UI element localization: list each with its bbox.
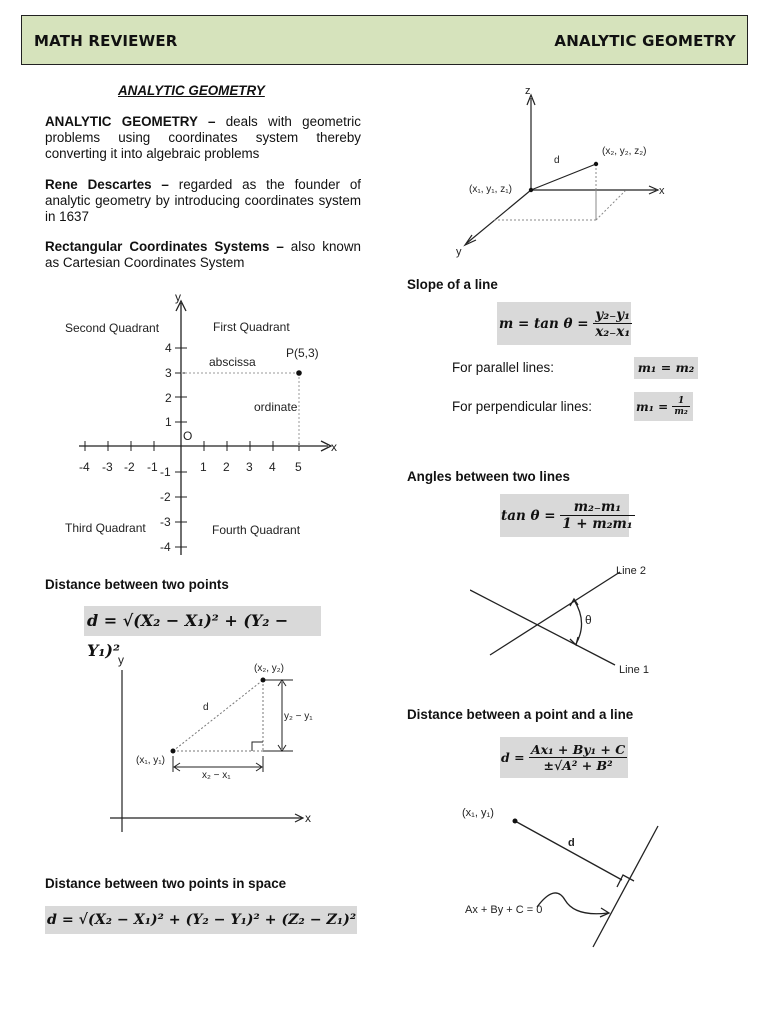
space-p1-label: (x₁, y₁, z₁)	[469, 184, 512, 195]
line-1-label: Line 1	[619, 664, 649, 676]
abscissa-label: abscissa	[209, 355, 256, 369]
quadrant-3-label: Third Quadrant	[65, 521, 146, 535]
x-tick-label: -1	[147, 460, 158, 474]
intro-term-2: Rene Descartes –	[45, 177, 169, 192]
distance-2d-x-label: x	[305, 811, 311, 825]
page-header	[21, 15, 748, 65]
page-title: ANALYTIC GEOMETRY	[118, 83, 265, 98]
intro-paragraph-1	[45, 114, 361, 162]
y-tick-label: -2	[160, 490, 171, 504]
cartesian-plane-figure	[55, 285, 355, 560]
angles-lhs: tan θ =	[501, 507, 556, 524]
perpendicular-label: For perpendicular lines:	[452, 399, 592, 414]
y-tick-label: -4	[160, 540, 171, 554]
point-line-point-label: (x₁, y₁)	[462, 807, 494, 819]
line-equation-label: Ax + By + C = 0	[465, 904, 543, 916]
quadrant-2-label: Second Quadrant	[65, 321, 160, 335]
point-line-heading: Distance between a point and a line	[407, 707, 634, 722]
y-tick-label: 4	[165, 341, 172, 355]
y-tick-label: 1	[165, 415, 172, 429]
distance-2d-dy-label: y₂ − y₁	[284, 711, 313, 722]
distance-2d-dx-label: x₂ − x₁	[202, 770, 231, 781]
intro-term-3: Rectangular Coordinates Systems –	[45, 239, 284, 254]
angles-formula	[500, 494, 633, 537]
perpendicular-formula	[634, 392, 693, 421]
point-line-formula	[500, 737, 628, 778]
slope-denominator: x₂₋x₁	[595, 324, 631, 340]
intro-term-1: ANALYTIC GEOMETRY –	[45, 114, 216, 129]
space-d-label: d	[554, 155, 560, 166]
distance-3d-formula: d = √(X₂ − X₁)² + (Y₂ − Y₁)² + (Z₂ − Z₁)²	[45, 906, 357, 934]
ordinate-label: ordinate	[254, 400, 298, 414]
angles-numerator: m₂₋m₁	[560, 499, 635, 516]
angles-denominator: 1 + m₂m₁	[562, 516, 633, 532]
distance-2d-heading: Distance between two points	[45, 577, 229, 592]
x-tick-label: -3	[102, 460, 113, 474]
point-line-figure	[455, 795, 670, 955]
theta-label: θ	[585, 613, 592, 627]
parallel-label: For parallel lines:	[452, 360, 554, 375]
x-tick-label: 4	[269, 460, 276, 474]
point-line-numerator: Ax₁ + By₁ + C	[530, 742, 626, 757]
origin-label: O	[183, 429, 193, 443]
cartesian-y-label: y	[175, 290, 181, 304]
x-tick-label: 2	[223, 460, 230, 474]
distance-2d-formula: d = √(X₂ − X₁)² + (Y₂ − Y₁)²	[84, 606, 321, 636]
point-p-label: P(5,3)	[286, 346, 319, 360]
space-y-label: y	[456, 246, 462, 258]
y-tick-label: 3	[165, 366, 172, 380]
cartesian-x-label: x	[331, 440, 337, 454]
space-p2-label: (x₂, y₂, z₂)	[602, 146, 647, 157]
x-tick-label: 1	[200, 460, 207, 474]
slope-heading: Slope of a line	[407, 277, 498, 292]
slope-lhs: m = tan θ =	[499, 315, 589, 332]
point-line-lhs: d =	[501, 750, 525, 765]
intro-text-3: also known as Cartesian Coordinates System	[45, 239, 361, 270]
y-tick-label: 2	[165, 391, 172, 405]
distance-2d-y-label: y	[118, 653, 124, 667]
space-coordinate-figure	[450, 80, 670, 260]
perpendicular-numerator: 1	[672, 396, 689, 407]
header-left-title: MATH REVIEWER	[34, 32, 178, 50]
perpendicular-lhs: m₁ =	[636, 399, 669, 414]
intro-paragraph-3	[45, 239, 361, 271]
distance-2d-figure	[108, 650, 320, 835]
angles-heading: Angles between two lines	[407, 469, 570, 484]
header-right-title: ANALYTIC GEOMETRY	[554, 32, 736, 50]
intro-paragraph-2	[45, 177, 361, 225]
x-tick-label: -2	[124, 460, 135, 474]
line-2-label: Line 2	[616, 565, 646, 577]
point-line-d-label: d	[568, 837, 575, 849]
space-x-label: x	[659, 185, 665, 197]
distance-3d-heading: Distance between two points in space	[45, 876, 287, 891]
quadrant-4-label: Fourth Quadrant	[212, 523, 301, 537]
y-tick-label: -1	[160, 465, 171, 479]
distance-2d-p2-label: (x₂, y₂)	[254, 663, 284, 674]
x-tick-label: 3	[246, 460, 253, 474]
angle-lines-figure	[470, 560, 660, 680]
perpendicular-denominator: m₂	[674, 407, 688, 417]
space-z-label: z	[525, 85, 531, 97]
y-tick-label: -3	[160, 515, 171, 529]
parallel-formula: m₁ = m₂	[634, 357, 698, 379]
slope-formula	[497, 302, 631, 345]
x-tick-label: -4	[79, 460, 90, 474]
intro-text-1: deals with geometric problems using coordinates system thereby converting it into algebraic problems	[45, 114, 361, 161]
point-p-marker	[296, 370, 302, 376]
quadrant-1-label: First Quadrant	[213, 320, 290, 334]
distance-2d-p1-label: (x₁, y₁)	[136, 755, 165, 766]
point-line-denominator: ±√A² + B²	[543, 758, 613, 773]
intro-text-2: regarded as the founder of analytic geometry by introducing coordinates system in 1637	[45, 177, 362, 224]
x-tick-label: 5	[295, 460, 302, 474]
distance-2d-d-label: d	[203, 702, 209, 713]
slope-numerator: y₂₋y₁	[593, 307, 632, 324]
